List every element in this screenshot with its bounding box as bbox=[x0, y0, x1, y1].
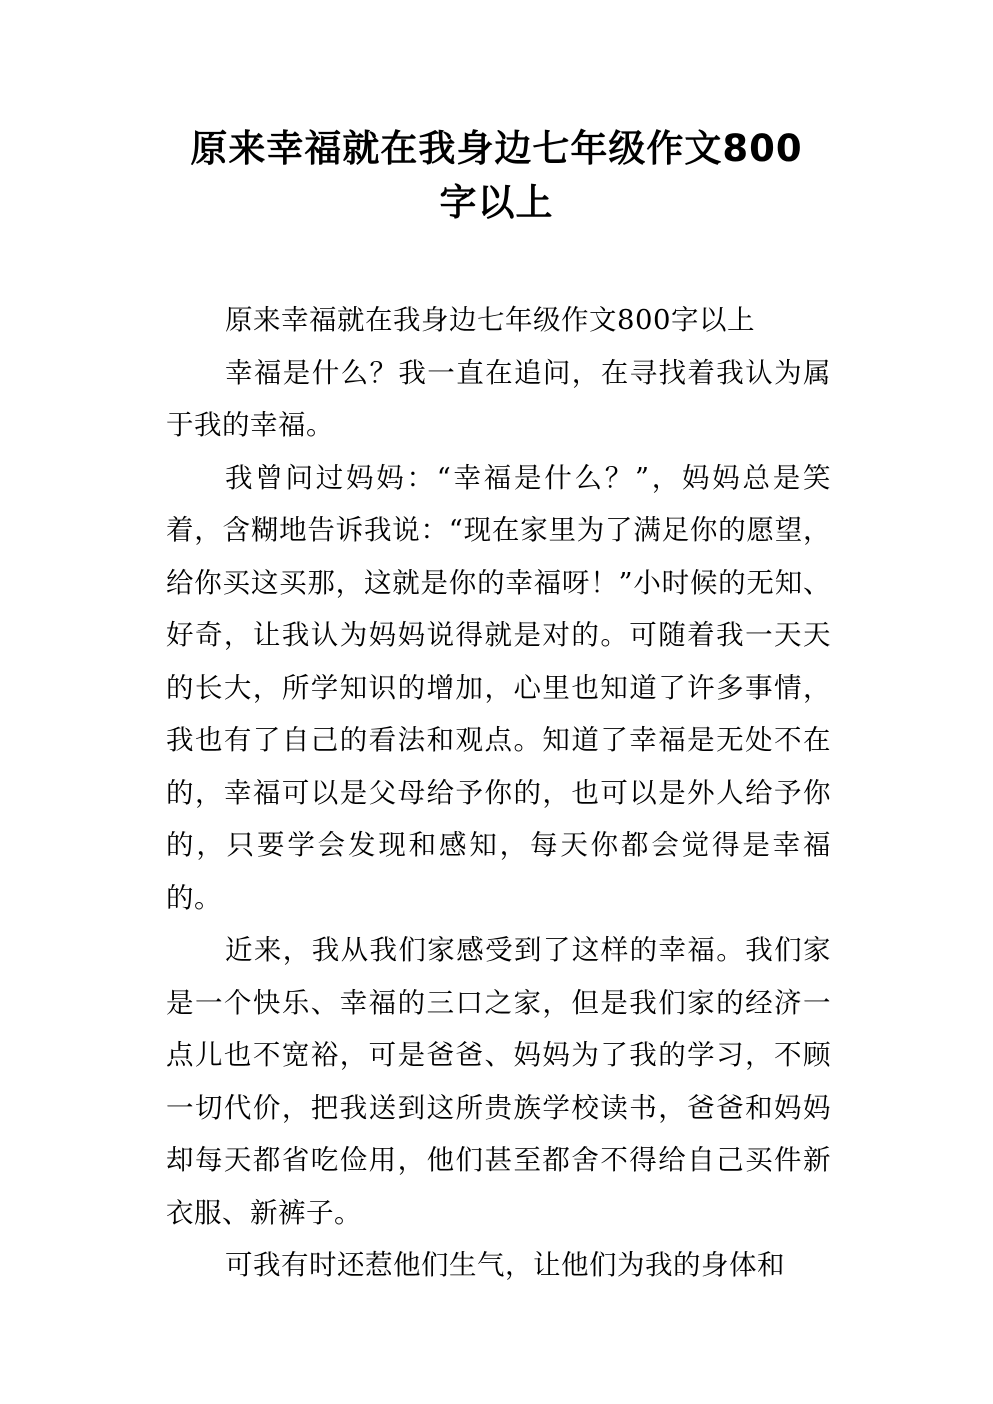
document-body bbox=[166, 294, 831, 1292]
paragraph: 可我有时还惹他们生气，让他们为我的身体和 bbox=[225, 1249, 785, 1281]
paragraph-subtitle: 原来幸福就在我身边七年级作文800字以上 bbox=[225, 304, 755, 336]
paragraph: 幸福是什么？我一直在追问，在寻找着我认为属于我的幸福。 bbox=[166, 356, 831, 441]
paragraph: 我曾问过妈妈：“幸福是什么？”，妈妈总是笑着，含糊地告诉我说：“现在家里为了满足你的愿望，给你买这买那，这就是你的幸福呀！”小时候的无知、好奇，让我认为妈妈说得就是对的。可随着我一天天的长大，所学知识的增加，心里也知道了许多事情，我也有了自己的看法和观点。知道了幸福是无处不在的，幸福可以是父母给予你的，也可以是外人给予你的，只要学会发现和感知，每天你都会觉得是幸福的。 bbox=[166, 461, 831, 914]
title-line-1: 原来幸福就在我身边七年级作文800 bbox=[190, 127, 803, 170]
title-line-2: 字以上 bbox=[439, 181, 554, 224]
document-title bbox=[120, 122, 873, 230]
paragraph: 近来，我从我们家感受到了这样的幸福。我们家是一个快乐、幸福的三口之家，但是我们家的经济一点儿也不宽裕，可是爸爸、妈妈为了我的学习，不顾一切代价，把我送到这所贵族学校读书，爸爸和妈妈却每天都省吃俭用，他们甚至都舍不得给自己买件新衣服、新裤子。 bbox=[166, 934, 831, 1229]
